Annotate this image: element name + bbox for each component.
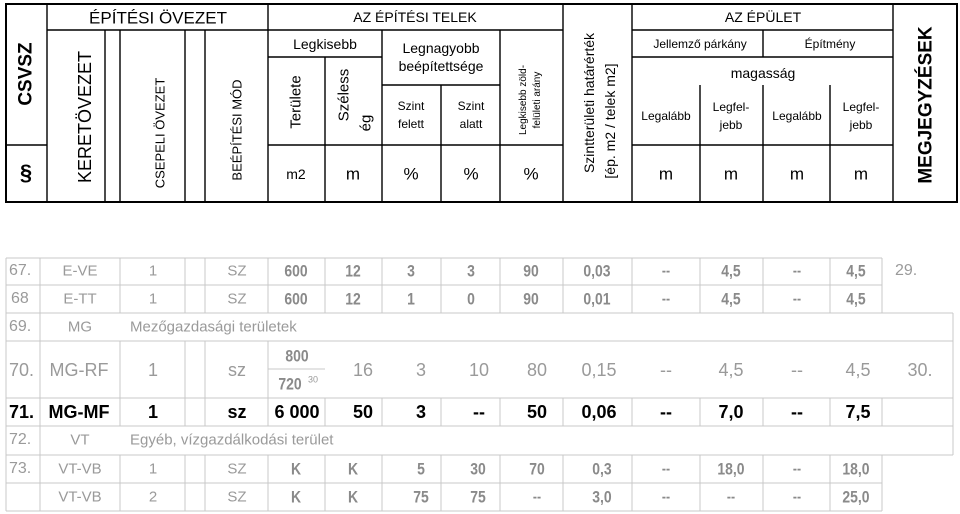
az-epitesi-telek-heading: AZ ÉPÍTÉSI TELEK bbox=[353, 9, 477, 25]
csepeli-value: 1 bbox=[148, 290, 158, 308]
epitmeny-max: 18,0 bbox=[842, 459, 870, 479]
epitmeny-min: -- bbox=[792, 262, 802, 280]
unit-m-3: m bbox=[789, 164, 805, 184]
epitmeny-min: -- bbox=[792, 460, 802, 478]
green-value: -- bbox=[532, 488, 542, 506]
unit-width: m bbox=[345, 164, 361, 184]
ratio-value: 3,0 bbox=[592, 487, 612, 507]
parkany-min: -- bbox=[660, 360, 672, 380]
legfeljebb-parkany-2: jebb bbox=[719, 118, 743, 132]
epitmeny-min: -- bbox=[791, 360, 803, 380]
below-value: 3 bbox=[467, 261, 475, 281]
szintteruleti-heading-2: [ép. m2 / telek m2] bbox=[602, 63, 618, 179]
mod-value: sz bbox=[227, 402, 247, 422]
epitmeny-min: -- bbox=[791, 402, 803, 422]
legnagyobb-heading-2: beépítettsége bbox=[398, 58, 484, 74]
csepeli-value: 1 bbox=[148, 262, 158, 280]
below-value: -- bbox=[473, 402, 485, 422]
epitmeny-max: 4,5 bbox=[845, 360, 871, 380]
width-value: K bbox=[347, 487, 359, 507]
zold-heading-2: felületi arány bbox=[532, 71, 543, 129]
szelesseg-heading-2: ég bbox=[357, 114, 375, 132]
epitmeny-max: 7,5 bbox=[845, 402, 871, 422]
width-value: 12 bbox=[345, 289, 361, 309]
jellemzo-parkany-heading: Jellemző párkány bbox=[653, 37, 747, 51]
parkany-max: 4,5 bbox=[721, 261, 741, 281]
above-value: 5 bbox=[417, 459, 425, 479]
green-value: 80 bbox=[526, 360, 548, 380]
row-number: 71. bbox=[9, 402, 35, 422]
epitmeny-max: 4,5 bbox=[846, 261, 866, 281]
above-value: 75 bbox=[413, 487, 429, 507]
mod-value: SZ bbox=[227, 262, 247, 280]
magassag-heading: magasság bbox=[730, 65, 796, 81]
megjegyzesek-heading: MEGJEGYZÉSEK bbox=[915, 26, 937, 184]
parkany-min: -- bbox=[661, 488, 671, 506]
epitmeny-max: 4,5 bbox=[846, 289, 866, 309]
beepitesi-mod-heading: BEÉPÍTÉSI MÓD bbox=[229, 79, 245, 181]
area-value-primary: 800 bbox=[285, 346, 309, 366]
area-value-secondary: 720 bbox=[278, 374, 302, 394]
parkany-min: -- bbox=[661, 460, 671, 478]
epitmeny-min: -- bbox=[792, 290, 802, 308]
legfeljebb-parkany-1: Legfel- bbox=[712, 100, 750, 114]
unit-pct-above: % bbox=[403, 164, 419, 184]
green-value: 90 bbox=[523, 289, 539, 309]
terulete-heading: Területe bbox=[287, 75, 305, 129]
row-number: 73. bbox=[9, 460, 32, 477]
zone-code: VT-VB bbox=[58, 460, 102, 478]
zone-code: MG-MF bbox=[48, 402, 110, 422]
paragraph-sign: § bbox=[19, 160, 33, 185]
ratio-value: 0,06 bbox=[581, 402, 617, 422]
below-value: 10 bbox=[468, 360, 490, 380]
ratio-value: 0,15 bbox=[581, 360, 617, 380]
area-value: 6 000 bbox=[274, 402, 320, 422]
row-number: 69. bbox=[9, 318, 32, 335]
above-value: 3 bbox=[407, 261, 415, 281]
area-value: 600 bbox=[284, 289, 308, 309]
keretovezet-heading: KERETÖVEZET bbox=[75, 50, 95, 184]
green-value: 90 bbox=[523, 261, 539, 281]
width-value: 50 bbox=[352, 402, 374, 422]
legkisebb-heading: Legkisebb bbox=[293, 36, 357, 52]
mod-value: SZ bbox=[227, 290, 247, 308]
mod-value: SZ bbox=[227, 488, 247, 506]
green-value: 50 bbox=[526, 402, 548, 422]
legfeljebb-epitmeny-1: Legfel- bbox=[842, 100, 880, 114]
szint-alatt-2: alatt bbox=[459, 117, 483, 131]
width-value: K bbox=[347, 459, 359, 479]
ratio-value: 0,3 bbox=[592, 459, 612, 479]
epitesi-ovezet-heading: ÉPÍTÉSI ÖVEZET bbox=[89, 8, 227, 28]
green-value: 70 bbox=[529, 459, 545, 479]
area-value: K bbox=[290, 487, 302, 507]
zone-code: MG-RF bbox=[49, 360, 109, 380]
legfeljebb-epitmeny-2: jebb bbox=[849, 118, 873, 132]
zone-code: E-TT bbox=[63, 290, 97, 308]
width-value: 16 bbox=[352, 360, 374, 380]
parkany-min: -- bbox=[661, 262, 671, 280]
szelesseg-heading-1: Széless bbox=[335, 68, 353, 122]
category-label: Mezőgazdasági területek bbox=[130, 318, 297, 336]
zone-code: VT bbox=[70, 431, 90, 449]
below-value: 0 bbox=[467, 289, 475, 309]
szintteruleti-heading-1: Szintterületi határérték bbox=[581, 32, 597, 174]
zone-code: E-VE bbox=[62, 262, 98, 280]
csvsz-heading: CSVSZ bbox=[15, 42, 37, 106]
csepeli-value: 1 bbox=[148, 460, 158, 478]
mod-value: SZ bbox=[227, 460, 247, 478]
csepeli-value: 1 bbox=[147, 402, 159, 422]
szint-felett-1: Szint bbox=[397, 99, 425, 113]
unit-m-2: m bbox=[723, 164, 739, 184]
area-value: 600 bbox=[284, 261, 308, 281]
szint-alatt-1: Szint bbox=[457, 99, 485, 113]
legalabb-epitmeny: Legalább bbox=[772, 109, 822, 123]
szint-felett-2: felett bbox=[397, 117, 425, 131]
parkany-max: 4,5 bbox=[718, 360, 744, 380]
unit-m-4: m bbox=[853, 164, 869, 184]
parkany-max: 18,0 bbox=[717, 459, 745, 479]
parkany-min: -- bbox=[660, 402, 672, 422]
unit-area: m2 bbox=[286, 166, 306, 182]
unit-m-1: m bbox=[658, 164, 674, 184]
mod-value: sz bbox=[228, 360, 246, 380]
below-value: 75 bbox=[470, 487, 486, 507]
ratio-value: 0,03 bbox=[583, 261, 611, 281]
epitmeny-min: -- bbox=[792, 488, 802, 506]
note-value: 29. bbox=[895, 262, 918, 279]
zone-code: MG bbox=[67, 318, 93, 336]
ratio-value: 0,01 bbox=[583, 289, 611, 309]
legnagyobb-heading-1: Legnagyobb bbox=[402, 40, 480, 56]
csepeli-value: 1 bbox=[147, 360, 159, 380]
category-label: Egyéb, vízgazdálkodási terület bbox=[130, 431, 334, 449]
width-value: 12 bbox=[345, 261, 361, 281]
csepeli-ovezet-heading: CSEPELI ÖVEZET bbox=[152, 77, 168, 189]
above-value: 1 bbox=[407, 289, 415, 309]
row-number: 67. bbox=[9, 262, 32, 279]
az-epulet-heading: AZ ÉPÜLET bbox=[724, 9, 802, 25]
zold-heading-1: Legkisebb zöld- bbox=[518, 64, 529, 136]
below-value: 30 bbox=[470, 459, 486, 479]
parkany-max: 7,0 bbox=[718, 402, 744, 422]
csepeli-value: 2 bbox=[148, 488, 158, 506]
above-value: 3 bbox=[415, 402, 427, 422]
area-footnote: 30 bbox=[307, 374, 319, 385]
legalabb-parkany: Legalább bbox=[641, 109, 691, 123]
epitmeny-heading: Építmény bbox=[804, 37, 856, 51]
epitmeny-max: 25,0 bbox=[842, 487, 870, 507]
unit-pct-below: % bbox=[463, 164, 479, 184]
above-value: 3 bbox=[415, 360, 427, 380]
note-value: 30. bbox=[907, 360, 933, 380]
row-number: 70. bbox=[9, 360, 35, 380]
row-number: 72. bbox=[9, 431, 32, 448]
parkany-max: 4,5 bbox=[721, 289, 741, 309]
unit-pct-green: % bbox=[523, 164, 539, 184]
parkany-max: -- bbox=[726, 488, 736, 506]
area-value: K bbox=[290, 459, 302, 479]
zone-code: VT-VB bbox=[58, 488, 102, 506]
row-number: 68 bbox=[11, 290, 29, 307]
parkany-min: -- bbox=[661, 290, 671, 308]
